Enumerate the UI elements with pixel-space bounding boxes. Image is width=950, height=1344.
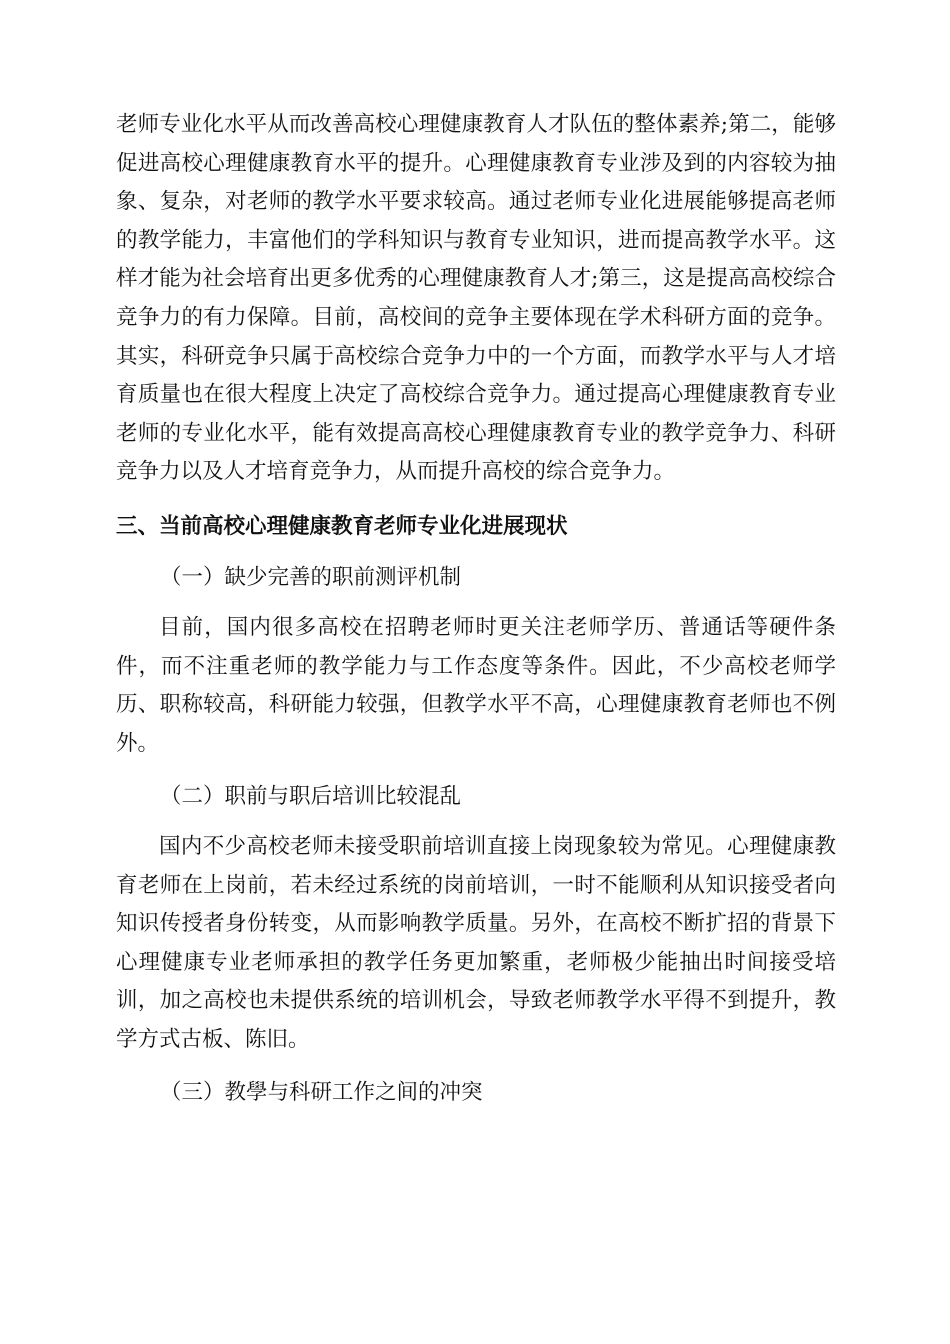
subsection-heading-3: （三）教學与科研工作之间的冲突	[160, 1079, 483, 1105]
body-paragraph-2: 目前，国内很多高校在招聘老师时更关注老师学历、普通话等硬件条件，而不注重老师的教学能力与工作态度等条件。因此，不少高校老师学历、职称较高，科研能力较强，但教学水平不高，心理健康教育老师也不例外。	[116, 615, 836, 756]
document-page	[116, 106, 836, 1112]
subsection-heading-2: （二）职前与职后培训比较混乱	[160, 783, 462, 809]
spacer	[116, 764, 836, 778]
spacer	[116, 1060, 836, 1074]
body-paragraph-3: 国内不少高校老师未接受职前培训直接上岗现象较为常见。心理健康教育老师在上岗前，若未经过系统的岗前培训，一时不能顺利从知识接受者向知识传授者身份转变，从而影响教学质量。另外，在高校不断扩招的背景下心理健康专业老师承担的教学任务更加繁重，老师极少能抽出时间接受培训，加之高校也未提供系统的培训机会，导致老师教学水平得不到提升，教学方式古板、陈旧。	[116, 834, 836, 1053]
section-heading: 三、当前高校心理健康教育老师专业化进展现状	[116, 513, 568, 539]
body-paragraph-1: 老师专业化水平从而改善高校心理健康教育人才队伍的整体素养;第二，能够促进高校心理健康教育水平的提升。心理健康教育专业涉及到的内容较为抽象、复杂，对老师的教学水平要求较高。通过老师专业化进展能够提高老师的教学能力，丰富他们的学科知识与教育专业知识，进而提高教学水平。这样才能为社会培育出更多优秀的心理健康教育人才;第三，这是提高高校综合竞争力的有力保障。目前，高校间的竞争主要体现在学术科研方面的竞争。其实，科研竞争只属于高校综合竞争力中的一个方面，而教学水平与人才培育质量也在很大程度上决定了高校综合竞争力。通过提高心理健康教育专业老师的专业化水平，能有效提高高校心理健康教育专业的教学竞争力、科研竞争力以及人才培育竞争力，从而提升高校的综合竞争力。	[116, 112, 836, 485]
spacer	[116, 547, 836, 559]
subsection-heading-1: （一）缺少完善的职前测评机制	[160, 564, 462, 590]
spacer	[116, 597, 836, 609]
spacer	[116, 816, 836, 828]
spacer	[116, 492, 836, 508]
